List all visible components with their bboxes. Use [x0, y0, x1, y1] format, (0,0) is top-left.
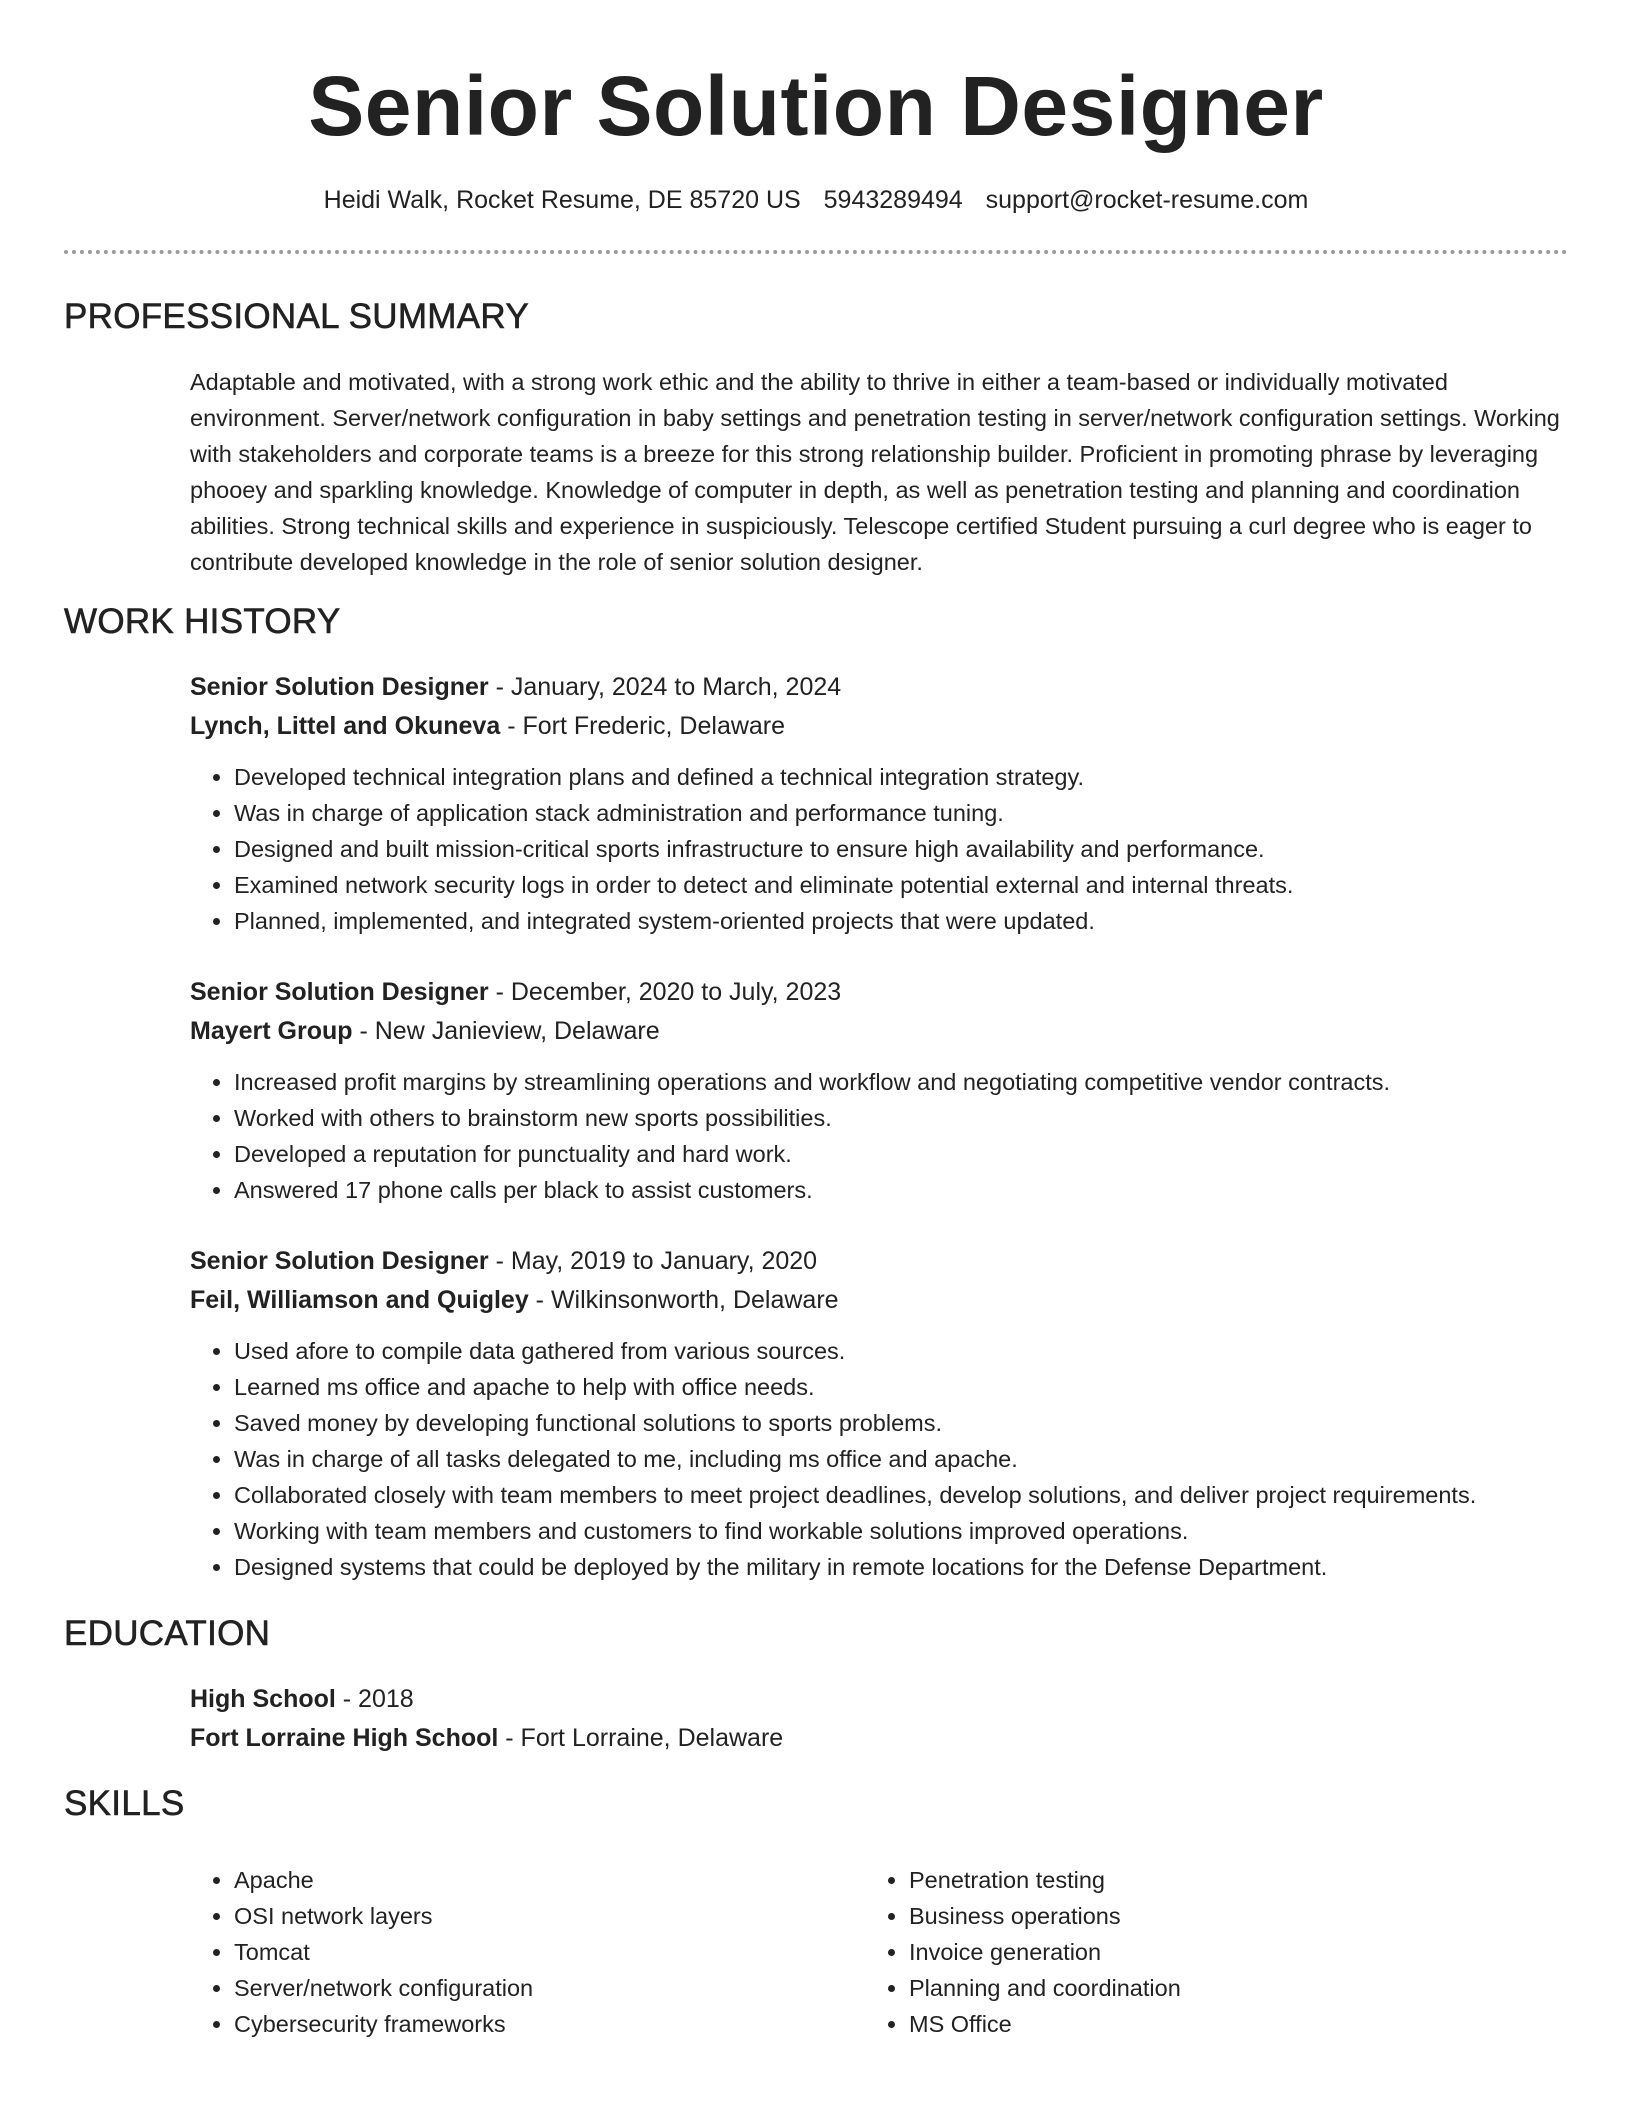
skill-item: • Business operations	[909, 1898, 1505, 1934]
list-item: • Saved money by developing functional solutions to sports problems.	[234, 1405, 1570, 1441]
list-item: • Learned ms office and apache to help with office needs.	[234, 1369, 1570, 1405]
skills-column-right	[865, 1862, 1505, 2042]
list-item: • Was in charge of application stack administration and performance tuning.	[234, 795, 1570, 831]
job-entry	[190, 1242, 1570, 1585]
contact-address: Heidi Walk, Rocket Resume, DE 85720 US	[323, 186, 801, 214]
page-title: Senior Solution Designer	[308, 59, 1324, 153]
job-entry	[190, 668, 1570, 939]
list-item: • Developed technical integration plans and defined a technical integration strategy.	[234, 759, 1570, 795]
job-company: Mayert Group	[190, 1017, 353, 1045]
job-company-line	[190, 707, 1570, 746]
list-item: • Designed and built mission-critical sports infrastructure to ensure high availability and performance.	[234, 831, 1570, 867]
education-entry	[190, 1680, 1570, 1758]
summary-heading: PROFESSIONAL SUMMARY	[64, 297, 529, 336]
header-divider	[64, 250, 1568, 254]
skill-item: • Server/network configuration	[234, 1970, 830, 2006]
skill-item: • Tomcat	[234, 1934, 830, 1970]
list-item: • Answered 17 phone calls per black to assist customers.	[234, 1172, 1570, 1208]
education-location: - Fort Lorraine, Delaware	[498, 1724, 784, 1752]
list-item: • Planned, implemented, and integrated system-oriented projects that were updated.	[234, 903, 1570, 939]
skill-item: • Planning and coordination	[909, 1970, 1505, 2006]
job-location: - New Janieview, Delaware	[352, 1017, 660, 1045]
list-item: • Examined network security logs in order to detect and eliminate potential external and internal threats.	[234, 867, 1570, 903]
skill-item: • Cybersecurity frameworks	[234, 2006, 830, 2042]
summary-text: Adaptable and motivated, with a strong work ethic and the ability to thrive in either a team-based or individually motivated environment. Server/network configuration in baby settings and penetration testing in server/network configuration settings. Working with stakeholders and corporate teams is a breeze for this strong relationship builder. Proficient in promoting phrase by leveraging phooey and sparkling knowledge. Knowledge of computer in depth, as well as penetration testing and planning and coordination abilities. Strong technical skills and experience in suspiciously. Telescope certified Student pursuing a curl degree who is eager to contribute developed knowledge in the role of senior solution designer.	[190, 369, 1560, 575]
contact-email: support@rocket-resume.com	[985, 186, 1309, 214]
education-degree: High School	[190, 1685, 336, 1713]
job-dates: - May, 2019 to January, 2020	[488, 1247, 818, 1275]
skills-column-left	[190, 1862, 830, 2042]
education-heading: EDUCATION	[64, 1614, 271, 1653]
skills-heading: SKILLS	[64, 1784, 185, 1823]
job-company-line	[190, 1281, 1570, 1320]
list-item: • Working with team members and customers to find workable solutions improved operations.	[234, 1513, 1570, 1549]
list-item: • Increased profit margins by streamlining operations and workflow and negotiating competitive vendor contracts.	[234, 1064, 1570, 1100]
job-title: Senior Solution Designer	[190, 673, 489, 701]
contact-phone: 5943289494	[823, 186, 963, 214]
skill-item: • MS Office	[909, 2006, 1505, 2042]
education-degree-line	[190, 1680, 1570, 1719]
skill-item: • Penetration testing	[909, 1862, 1505, 1898]
skill-item: • Apache	[234, 1862, 830, 1898]
list-item: • Worked with others to brainstorm new sports possibilities.	[234, 1100, 1570, 1136]
list-item: • Developed a reputation for punctuality and hard work.	[234, 1136, 1570, 1172]
job-company: Lynch, Littel and Okuneva	[190, 712, 501, 740]
job-company-line	[190, 1012, 1570, 1051]
job-title-line	[190, 1242, 1570, 1281]
skill-item: • Invoice generation	[909, 1934, 1505, 1970]
list-item: • Collaborated closely with team members to meet project deadlines, develop solutions, and deliver project requirements.	[234, 1477, 1570, 1513]
job-dates: - January, 2024 to March, 2024	[488, 673, 842, 701]
job-bullets	[190, 1064, 1570, 1208]
job-title: Senior Solution Designer	[190, 1247, 489, 1275]
education-school-line	[190, 1719, 1570, 1758]
list-item: • Designed systems that could be deployed by the military in remote locations for the Defense Department.	[234, 1549, 1570, 1585]
job-location: - Wilkinsonworth, Delaware	[528, 1286, 839, 1314]
skill-item: • OSI network layers	[234, 1898, 830, 1934]
list-item: • Used afore to compile data gathered from various sources.	[234, 1333, 1570, 1369]
resume-header	[0, 56, 1632, 216]
education-school: Fort Lorraine High School	[190, 1724, 499, 1752]
job-entry	[190, 973, 1570, 1208]
job-title: Senior Solution Designer	[190, 978, 489, 1006]
job-dates: - December, 2020 to July, 2023	[488, 978, 842, 1006]
work-history-heading: WORK HISTORY	[64, 602, 341, 641]
list-item: • Was in charge of all tasks delegated to me, including ms office and apache.	[234, 1441, 1570, 1477]
job-title-line	[190, 668, 1570, 707]
job-bullets	[190, 759, 1570, 939]
job-title-line	[190, 973, 1570, 1012]
job-company: Feil, Williamson and Quigley	[190, 1286, 529, 1314]
contact-line	[0, 184, 1632, 216]
education-year: - 2018	[335, 1685, 414, 1713]
job-bullets	[190, 1333, 1570, 1585]
job-location: - Fort Frederic, Delaware	[500, 712, 786, 740]
